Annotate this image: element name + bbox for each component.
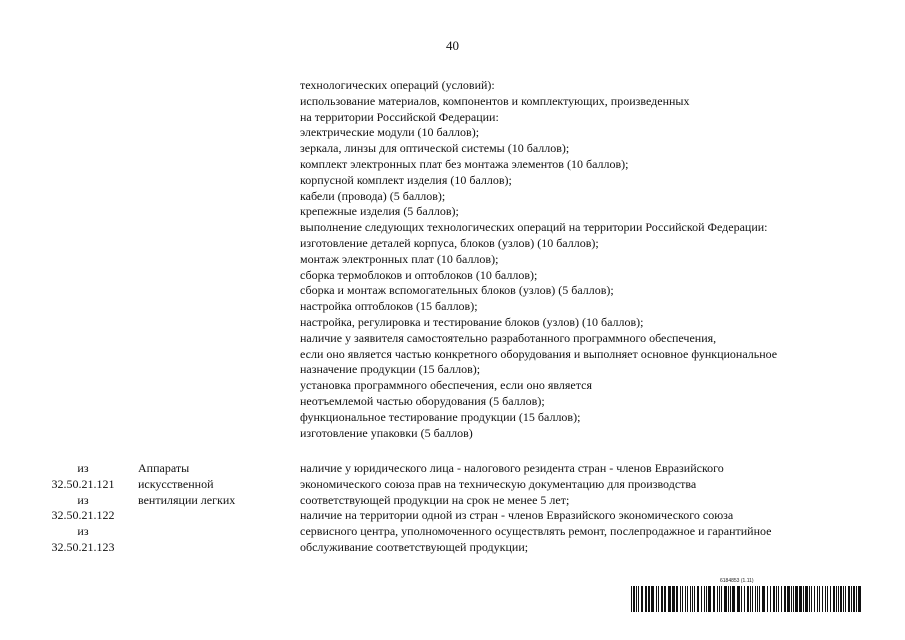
barcode-bar xyxy=(631,586,632,612)
barcode-bar xyxy=(853,586,855,612)
code-line: из xyxy=(77,524,89,539)
continuation-text xyxy=(300,78,880,441)
barcode-bar xyxy=(633,586,635,612)
text-line: сборка и монтаж вспомогательных блоков (узлов) (5 баллов); xyxy=(300,283,614,298)
barcode-bar xyxy=(778,586,779,612)
barcode-bar xyxy=(752,586,753,612)
barcode-bar xyxy=(668,586,671,612)
product-line: искусственной xyxy=(138,476,214,491)
text-line: назначение продукции (15 баллов); xyxy=(300,362,481,377)
requirement-line: наличие у юридического лица - налогового резидента стран - членов Евразийского xyxy=(300,461,724,475)
product-name xyxy=(138,461,278,508)
requirement-line: сервисного центра, уполномоченного осуществлять ремонт, послепродажное и гарантийное xyxy=(300,524,772,539)
barcode-bar xyxy=(704,586,705,612)
barcode-bar xyxy=(713,586,715,612)
text-line: корпусной комплект изделия (10 баллов); xyxy=(300,172,512,187)
product-line: вентиляции легких xyxy=(138,492,236,507)
barcode-bar xyxy=(638,586,639,612)
barcode-bar xyxy=(645,586,647,612)
text-line: электрические модули (10 баллов); xyxy=(300,125,480,140)
barcode-bar xyxy=(836,586,837,612)
barcode-bar xyxy=(822,586,823,612)
text-line: настройка, регулировка и тестирование блоков (узлов) (10 баллов); xyxy=(300,314,644,329)
barcode-bar xyxy=(750,586,751,612)
barcode-bar xyxy=(676,586,678,612)
barcode-bar xyxy=(719,586,720,612)
barcode-bar xyxy=(787,586,790,612)
barcode-bar xyxy=(682,586,683,612)
barcode-bar xyxy=(803,586,804,612)
text-line: использование материалов, компонентов и комплектующих, произведенных xyxy=(300,93,690,108)
text-line: комплект электронных плат без монтажа элементов (10 баллов); xyxy=(300,156,629,171)
barcode-bar xyxy=(830,586,831,612)
code-line: 32.50.21.121 xyxy=(51,476,115,491)
barcode-bar xyxy=(664,586,666,612)
barcode-bar xyxy=(708,586,711,612)
barcode-bar xyxy=(840,586,842,612)
text-line: настройка оптоблоков (15 баллов); xyxy=(300,299,478,314)
barcode-bar xyxy=(706,586,707,612)
text-line: изготовление упаковки (5 баллов) xyxy=(300,425,473,440)
barcode-bar xyxy=(737,586,740,612)
barcode-bar xyxy=(755,586,756,612)
barcode-bar xyxy=(730,586,731,612)
text-line: кабели (провода) (5 баллов); xyxy=(300,188,446,203)
text-line: выполнение следующих технологических операций на территории Российской Федерации: xyxy=(300,220,768,235)
barcode-bar xyxy=(845,586,846,612)
requirement-line: обслуживание соответствующей продукции; xyxy=(300,539,529,554)
barcode-bar xyxy=(680,586,681,612)
barcode-bar xyxy=(819,586,820,612)
barcode-bar xyxy=(759,586,760,612)
barcode-bar xyxy=(690,586,691,612)
requirements-text xyxy=(300,461,880,556)
barcode-bar xyxy=(827,586,828,612)
page-number: 40 xyxy=(446,38,459,53)
barcode-bar xyxy=(717,586,718,612)
requirement-line: наличие на территории одной из стран - членов Евразийского экономического союза xyxy=(300,508,734,523)
barcode-label: 6184853 (1.11) xyxy=(720,578,754,584)
barcode-bar xyxy=(851,586,852,612)
barcode-bar xyxy=(685,586,686,612)
barcode-image xyxy=(631,586,861,612)
barcode-bar xyxy=(791,586,792,612)
barcode-bar xyxy=(692,586,693,612)
barcode-bar xyxy=(795,586,798,612)
barcode-bar xyxy=(848,586,850,612)
barcode-bar xyxy=(744,586,745,612)
barcode-bar xyxy=(770,586,771,612)
requirement-line: экономического союза прав на техническую документацию для производства xyxy=(300,476,697,491)
barcode-bar xyxy=(767,586,768,612)
barcode-bar xyxy=(732,586,735,612)
text-line: наличие у заявителя самостоятельно разработанного программного обеспечения, xyxy=(300,330,717,345)
barcode-bar xyxy=(721,586,722,612)
text-line: установка программного обеспечения, если оно является xyxy=(300,378,592,393)
text-line: монтаж электронных плат (10 баллов); xyxy=(300,251,499,266)
barcode-bar xyxy=(641,586,643,612)
code-line: из xyxy=(77,461,89,475)
code-line: 32.50.21.123 xyxy=(51,539,115,554)
barcode-bar xyxy=(776,586,777,612)
text-line: технологических операций (условий): xyxy=(300,78,495,92)
text-line: зеркала, линзы для оптической системы (10 баллов); xyxy=(300,141,570,156)
barcode-bar xyxy=(809,586,810,612)
barcode-bar xyxy=(687,586,688,612)
text-line: сборка термоблоков и оптоблоков (10 баллов); xyxy=(300,267,538,282)
barcode-bar xyxy=(701,586,702,612)
barcode-bar xyxy=(757,586,758,612)
barcode-bar xyxy=(656,586,657,612)
barcode-bar xyxy=(636,586,637,612)
barcode-bar xyxy=(858,586,861,612)
barcode-bar xyxy=(651,586,654,612)
text-line: изготовление деталей корпуса, блоков (узлов) (10 баллов); xyxy=(300,235,599,250)
barcode-bar xyxy=(825,586,826,612)
barcode-bar xyxy=(773,586,775,612)
text-line: функциональное тестирование продукции (15 баллов); xyxy=(300,409,581,424)
text-line: крепежные изделия (5 баллов); xyxy=(300,204,459,219)
barcode-bar xyxy=(856,586,857,612)
barcode-bar xyxy=(724,586,727,612)
barcode-bar xyxy=(799,586,802,612)
barcode-bar xyxy=(658,586,659,612)
barcode-bar xyxy=(694,586,695,612)
text-line: если оно является частью конкретного оборудования и выполняет основное функциональное xyxy=(300,346,778,361)
product-line: Аппараты xyxy=(138,461,190,475)
barcode-bar xyxy=(838,586,839,612)
barcode-bar xyxy=(814,586,815,612)
requirement-line: соответствующей продукции на срок не менее 5 лет; xyxy=(300,492,570,507)
text-line: на территории Российской Федерации: xyxy=(300,109,499,124)
okpd-codes xyxy=(38,461,128,556)
barcode-bar xyxy=(784,586,786,612)
barcode-bar xyxy=(648,586,650,612)
barcode-bar xyxy=(811,586,812,612)
barcode-bar xyxy=(728,586,729,612)
barcode-bar xyxy=(817,586,818,612)
barcode-bar xyxy=(697,586,699,612)
barcode-bar xyxy=(762,586,765,612)
barcode-bar xyxy=(747,586,749,612)
barcode-bar xyxy=(741,586,742,612)
barcode-bar xyxy=(672,586,675,612)
barcode-bar xyxy=(843,586,844,612)
barcode-bar xyxy=(833,586,835,612)
barcode-bar xyxy=(661,586,663,612)
barcode-bar xyxy=(781,586,782,612)
text-line: неотъемлемой частью оборудования (5 баллов); xyxy=(300,393,545,408)
code-line: 32.50.21.122 xyxy=(51,508,115,523)
barcode-bar xyxy=(793,586,794,612)
barcode-bar xyxy=(805,586,808,612)
code-line: из xyxy=(77,492,89,507)
